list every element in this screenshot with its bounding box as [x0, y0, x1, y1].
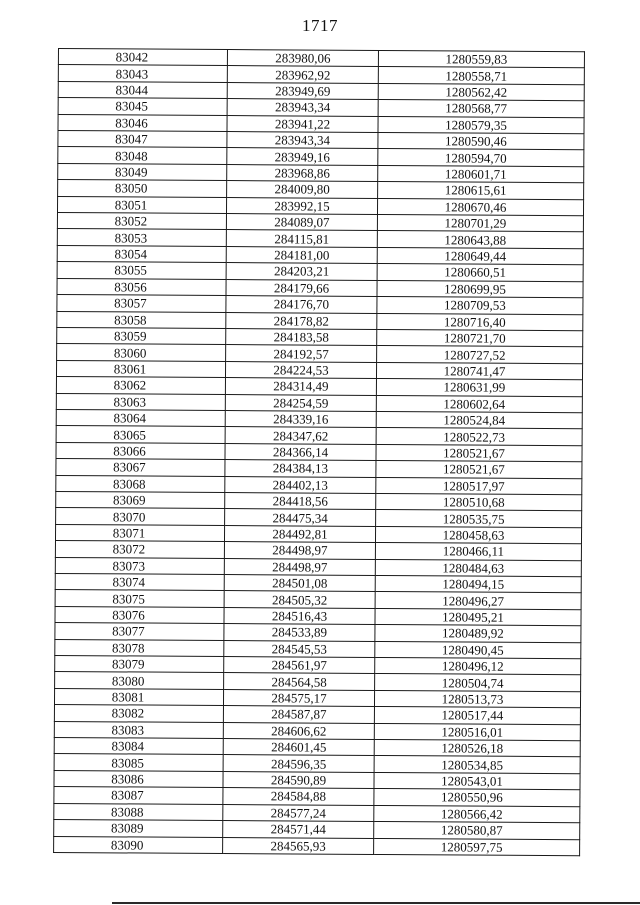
y-coordinate-cell: 1280543,01	[374, 772, 580, 790]
y-coordinate-cell: 1280466,11	[375, 543, 581, 561]
point-number-cell: 83071	[55, 524, 224, 541]
y-coordinate-cell: 1280496,12	[375, 657, 581, 675]
y-coordinate-cell: 1280594,70	[378, 149, 584, 167]
x-coordinate-cell: 284176,70	[226, 296, 377, 313]
y-coordinate-cell: 1280601,71	[378, 165, 584, 183]
point-number-cell: 83081	[54, 688, 223, 705]
point-number-cell: 83070	[56, 508, 225, 525]
x-coordinate-cell: 284339,16	[225, 410, 376, 427]
point-number-cell: 83078	[55, 639, 224, 656]
coordinates-table-body	[54, 49, 585, 856]
point-number-cell: 83068	[56, 475, 225, 492]
y-coordinate-cell: 1280521,67	[376, 461, 582, 479]
point-number-cell: 83067	[56, 459, 225, 476]
x-coordinate-cell: 284501,08	[224, 575, 375, 592]
y-coordinate-cell: 1280670,46	[377, 198, 583, 216]
point-number-cell: 83065	[56, 426, 225, 443]
point-number-cell: 83061	[56, 360, 225, 377]
point-number-cell: 83060	[57, 344, 226, 361]
y-coordinate-cell: 1280559,83	[378, 50, 584, 68]
x-coordinate-cell: 284203,21	[226, 263, 377, 280]
x-coordinate-cell: 284366,14	[225, 443, 376, 460]
x-coordinate-cell: 284254,59	[225, 394, 376, 411]
point-number-cell: 83074	[55, 573, 224, 590]
point-number-cell: 83052	[57, 213, 226, 230]
x-coordinate-cell: 283992,15	[226, 197, 377, 214]
x-coordinate-cell: 283943,34	[227, 99, 378, 116]
y-coordinate-cell: 1280590,46	[378, 132, 584, 150]
x-coordinate-cell: 283980,06	[227, 50, 378, 67]
point-number-cell: 83076	[55, 606, 224, 623]
point-number-cell: 83056	[57, 278, 226, 295]
x-coordinate-cell: 284584,88	[223, 788, 374, 805]
point-number-cell: 83058	[57, 311, 226, 328]
x-coordinate-cell: 284314,49	[225, 378, 376, 395]
point-number-cell: 83059	[57, 327, 226, 344]
x-coordinate-cell: 284575,17	[223, 689, 374, 706]
y-coordinate-cell: 1280521,67	[376, 444, 582, 462]
y-coordinate-cell: 1280558,71	[378, 67, 584, 85]
point-number-cell: 83087	[54, 787, 223, 804]
point-number-cell: 83051	[57, 196, 226, 213]
bottom-rule	[112, 902, 640, 904]
x-coordinate-cell: 284545,53	[224, 640, 375, 657]
x-coordinate-cell: 283943,34	[227, 132, 378, 149]
x-coordinate-cell: 284505,32	[224, 591, 375, 608]
point-number-cell: 83084	[54, 738, 223, 755]
y-coordinate-cell: 1280721,70	[377, 329, 583, 347]
y-coordinate-cell: 1280660,51	[377, 264, 583, 282]
x-coordinate-cell: 284009,80	[227, 181, 378, 198]
x-coordinate-cell: 284475,34	[225, 509, 376, 526]
y-coordinate-cell: 1280526,18	[374, 740, 580, 758]
point-number-cell: 83072	[55, 541, 224, 558]
y-coordinate-cell: 1280522,73	[376, 428, 582, 446]
y-coordinate-cell: 1280517,44	[374, 707, 580, 725]
y-coordinate-cell: 1280566,42	[374, 805, 580, 823]
x-coordinate-cell: 284178,82	[226, 312, 377, 329]
point-number-cell: 83042	[58, 49, 227, 66]
point-number-cell: 83063	[56, 393, 225, 410]
point-number-cell: 83082	[54, 705, 223, 722]
y-coordinate-cell: 1280494,15	[375, 575, 581, 593]
point-number-cell: 83083	[54, 721, 223, 738]
point-number-cell: 83043	[58, 65, 227, 82]
y-coordinate-cell: 1280495,21	[375, 608, 581, 626]
point-number-cell: 83057	[57, 295, 226, 312]
point-number-cell: 83075	[55, 590, 224, 607]
point-number-cell: 83066	[56, 442, 225, 459]
x-coordinate-cell: 284564,58	[224, 673, 375, 690]
point-number-cell: 83045	[58, 98, 227, 115]
y-coordinate-cell: 1280562,42	[378, 83, 584, 101]
x-coordinate-cell: 284402,13	[225, 476, 376, 493]
x-coordinate-cell: 284089,07	[226, 214, 377, 231]
y-coordinate-cell: 1280580,87	[374, 822, 580, 840]
point-number-cell: 83064	[56, 409, 225, 426]
y-coordinate-cell: 1280534,85	[374, 756, 580, 774]
x-coordinate-cell: 284224,53	[225, 361, 376, 378]
y-coordinate-cell: 1280741,47	[376, 362, 582, 380]
point-number-cell: 83044	[58, 81, 227, 98]
point-number-cell: 83088	[54, 803, 223, 820]
x-coordinate-cell: 284606,62	[223, 722, 374, 739]
x-coordinate-cell: 284347,62	[225, 427, 376, 444]
point-number-cell: 83089	[54, 820, 223, 837]
y-coordinate-cell: 1280699,95	[377, 280, 583, 298]
point-number-cell: 83046	[58, 114, 227, 131]
x-coordinate-cell: 284590,89	[223, 771, 374, 788]
y-coordinate-cell: 1280615,61	[378, 182, 584, 200]
x-coordinate-cell: 284183,58	[226, 328, 377, 345]
y-coordinate-cell: 1280524,84	[376, 411, 582, 429]
point-number-cell: 83049	[58, 163, 227, 180]
x-coordinate-cell: 284516,43	[224, 607, 375, 624]
x-coordinate-cell: 284587,87	[223, 706, 374, 723]
y-coordinate-cell: 1280490,45	[375, 641, 581, 659]
point-number-cell: 83086	[54, 770, 223, 787]
y-coordinate-cell: 1280631,99	[376, 379, 582, 397]
x-coordinate-cell: 284577,24	[223, 804, 374, 821]
y-coordinate-cell: 1280568,77	[378, 100, 584, 118]
x-coordinate-cell: 284533,89	[224, 624, 375, 641]
point-number-cell: 83054	[57, 245, 226, 262]
x-coordinate-cell: 284192,57	[226, 345, 377, 362]
point-number-cell: 83090	[54, 836, 223, 853]
x-coordinate-cell: 284179,66	[226, 279, 377, 296]
x-coordinate-cell: 284115,81	[226, 230, 377, 247]
point-number-cell: 83048	[58, 147, 227, 164]
x-coordinate-cell: 284384,13	[225, 460, 376, 477]
y-coordinate-cell: 1280727,52	[377, 346, 583, 364]
x-coordinate-cell: 283962,92	[227, 66, 378, 83]
y-coordinate-cell: 1280458,63	[375, 526, 581, 544]
x-coordinate-cell: 284571,44	[223, 821, 374, 838]
table-row	[54, 836, 580, 856]
y-coordinate-cell: 1280597,75	[374, 838, 580, 856]
y-coordinate-cell: 1280716,40	[377, 313, 583, 331]
x-coordinate-cell: 284492,81	[224, 525, 375, 542]
y-coordinate-cell: 1280516,01	[374, 723, 580, 741]
point-number-cell: 83069	[56, 491, 225, 508]
y-coordinate-cell: 1280484,63	[375, 559, 581, 577]
y-coordinate-cell: 1280496,27	[375, 592, 581, 610]
point-number-cell: 83079	[55, 656, 224, 673]
point-number-cell: 83050	[58, 180, 227, 197]
x-coordinate-cell: 284596,35	[223, 755, 374, 772]
y-coordinate-cell: 1280649,44	[377, 247, 583, 265]
coordinates-table	[53, 48, 585, 856]
y-coordinate-cell: 1280513,73	[374, 690, 580, 708]
y-coordinate-cell: 1280504,74	[375, 674, 581, 692]
y-coordinate-cell: 1280602,64	[376, 395, 582, 413]
x-coordinate-cell: 284498,97	[224, 558, 375, 575]
x-coordinate-cell: 283949,16	[227, 148, 378, 165]
point-number-cell: 83062	[56, 377, 225, 394]
x-coordinate-cell: 284565,93	[223, 837, 374, 854]
point-number-cell: 83055	[57, 262, 226, 279]
y-coordinate-cell: 1280579,35	[378, 116, 584, 134]
y-coordinate-cell: 1280709,53	[377, 297, 583, 315]
y-coordinate-cell: 1280701,29	[377, 215, 583, 233]
point-number-cell: 83080	[55, 672, 224, 689]
x-coordinate-cell: 283949,69	[227, 82, 378, 99]
x-coordinate-cell: 284601,45	[223, 739, 374, 756]
point-number-cell: 83077	[55, 623, 224, 640]
y-coordinate-cell: 1280550,96	[374, 789, 580, 807]
x-coordinate-cell: 283941,22	[227, 115, 378, 132]
page-number: 1717	[302, 16, 338, 35]
y-coordinate-cell: 1280643,88	[377, 231, 583, 249]
point-number-cell: 83073	[55, 557, 224, 574]
x-coordinate-cell: 283968,86	[227, 164, 378, 181]
point-number-cell: 83047	[58, 131, 227, 148]
x-coordinate-cell: 284561,97	[224, 657, 375, 674]
y-coordinate-cell: 1280489,92	[375, 625, 581, 643]
y-coordinate-cell: 1280510,68	[376, 493, 582, 511]
point-number-cell: 83085	[54, 754, 223, 771]
y-coordinate-cell: 1280517,97	[376, 477, 582, 495]
x-coordinate-cell: 284181,00	[226, 246, 377, 263]
point-number-cell: 83053	[57, 229, 226, 246]
y-coordinate-cell: 1280535,75	[376, 510, 582, 528]
x-coordinate-cell: 284418,56	[225, 492, 376, 509]
x-coordinate-cell: 284498,97	[224, 542, 375, 559]
